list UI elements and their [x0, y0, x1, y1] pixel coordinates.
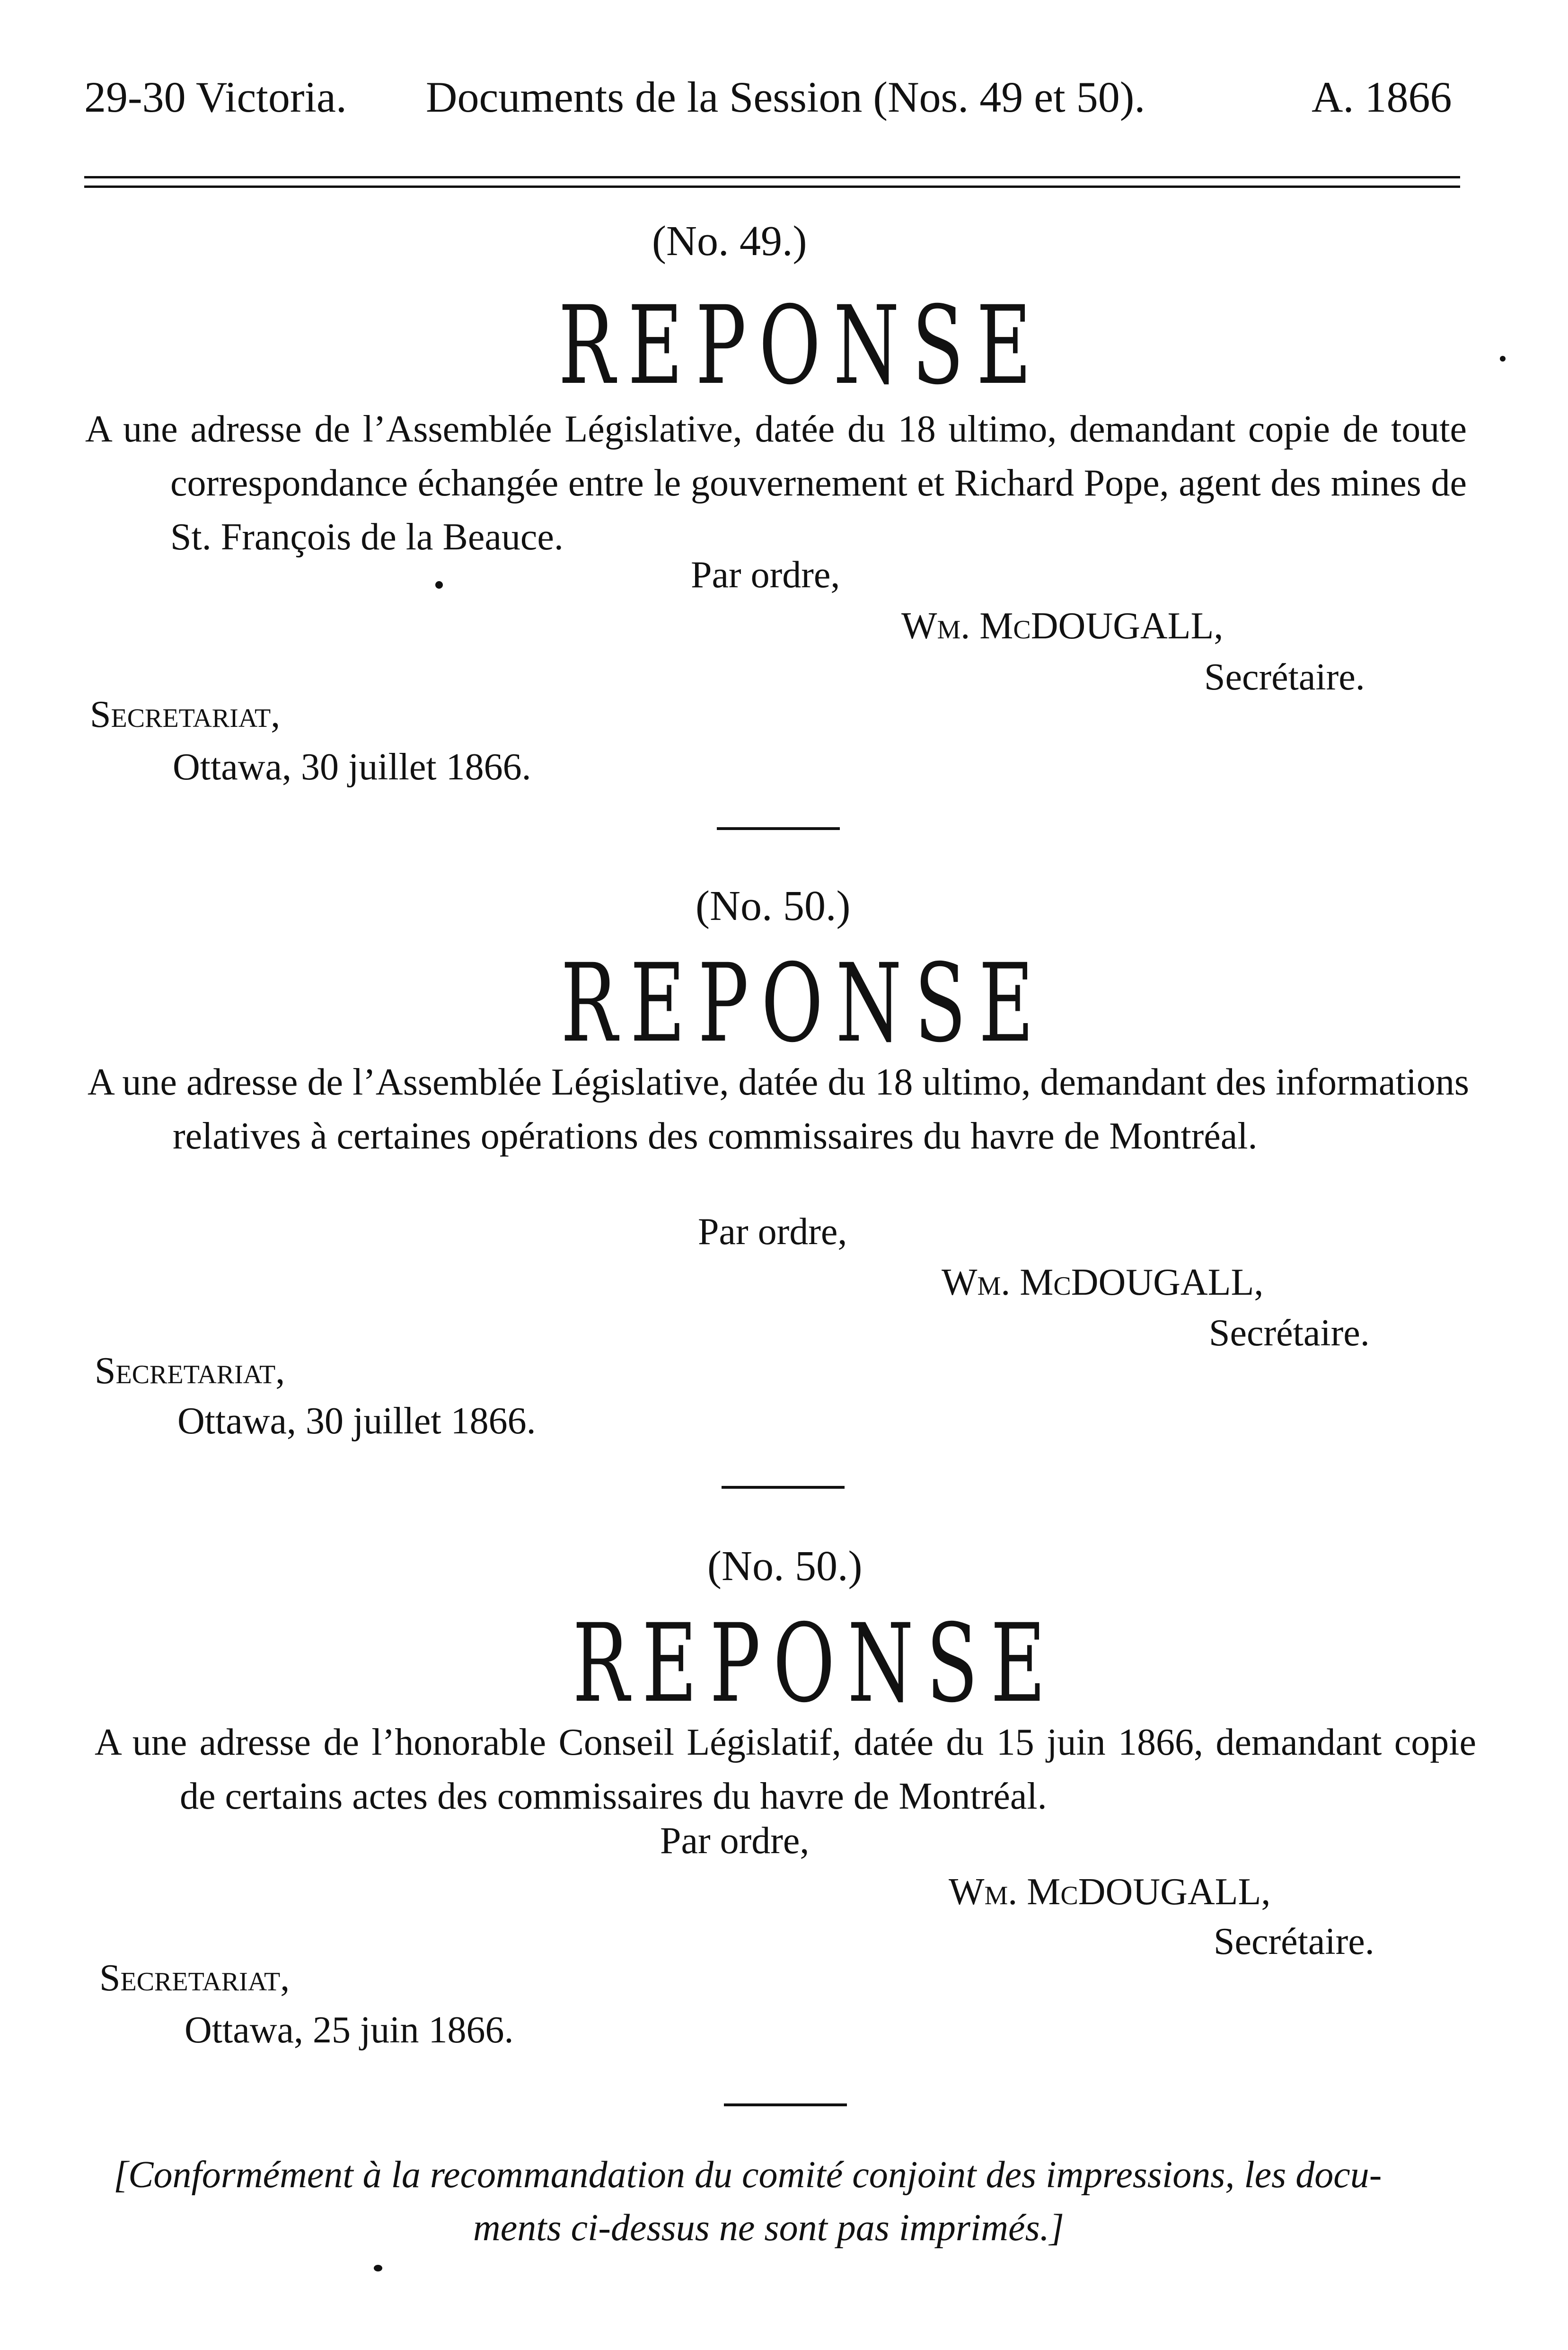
document-number: (No. 50.)	[696, 883, 851, 929]
signer-name	[949, 1866, 1270, 1918]
par-ordre: Par ordre,	[660, 1820, 810, 1862]
signer-title: Secrétaire.	[1209, 1312, 1370, 1354]
place-date: Ottawa, 30 juillet 1866.	[173, 746, 531, 788]
header-rule-top	[84, 176, 1460, 178]
document-number: (No. 49.)	[652, 218, 807, 265]
section-divider	[722, 1486, 845, 1489]
par-ordre: Par ordre,	[698, 1211, 847, 1253]
signer-name	[942, 1256, 1263, 1308]
signer-name-text: Wm. McDOUGALL,	[942, 1262, 1264, 1303]
document-title: REPONSE	[561, 940, 1047, 1066]
header-rule-bottom	[84, 186, 1460, 188]
place-date: Ottawa, 25 juin 1866.	[185, 2009, 514, 2051]
footnote-line-1: [Conformément à la recommandation du comité conjoint des impressions, les docu-	[114, 2154, 1382, 2196]
running-header-year: A. 1866	[1312, 73, 1452, 121]
document-description: A une adresse de l’Assemblée Législative, datée du 18 ultimo, demandant des informations relatives à certaines opérations des commissaires du havre de Montréal.	[88, 1061, 1469, 1157]
office-name: Secretariat,	[95, 1350, 285, 1392]
signer-title: Secrétaire.	[1214, 1921, 1374, 1962]
ink-speck	[374, 2265, 382, 2271]
footnote-line-2: ments ci-dessus ne sont pas imprimés.]	[473, 2207, 1064, 2249]
document-title: REPONSE	[573, 1600, 1058, 1726]
signer-name-text: Wm. McDOUGALL,	[949, 1871, 1271, 1913]
section-divider	[724, 2103, 847, 2106]
place-date: Ottawa, 30 juillet 1866.	[177, 1400, 536, 1442]
par-ordre: Par ordre,	[691, 554, 840, 596]
signer-name	[901, 600, 1223, 652]
running-header-title: Documents de la Session (Nos. 49 et 50).	[426, 73, 1145, 121]
office-name: Secretariat,	[99, 1957, 290, 1999]
document-title: REPONSE	[558, 283, 1044, 408]
running-header-left: 29-30 Victoria.	[84, 73, 347, 121]
signer-name-text: Wm. McDOUGALL,	[901, 605, 1224, 647]
document-description: A une adresse de l’honorable Conseil Législatif, datée du 15 juin 1866, demandant copie de certains actes des commissaires du havre de Montréal.	[95, 1722, 1476, 1817]
document-number: (No. 50.)	[707, 1543, 863, 1590]
section-divider	[717, 827, 840, 830]
ink-speck	[435, 581, 443, 589]
ink-speck	[1500, 356, 1506, 362]
signer-title: Secrétaire.	[1204, 656, 1365, 698]
document-description: A une adresse de l’Assemblée Législative, datée du 18 ultimo, demandant copie de toute correspondance échangée entre le gouvernement et Richard Pope, agent des mines de St. François de la Beauce.	[85, 408, 1467, 558]
office-name: Secretariat,	[90, 694, 281, 735]
